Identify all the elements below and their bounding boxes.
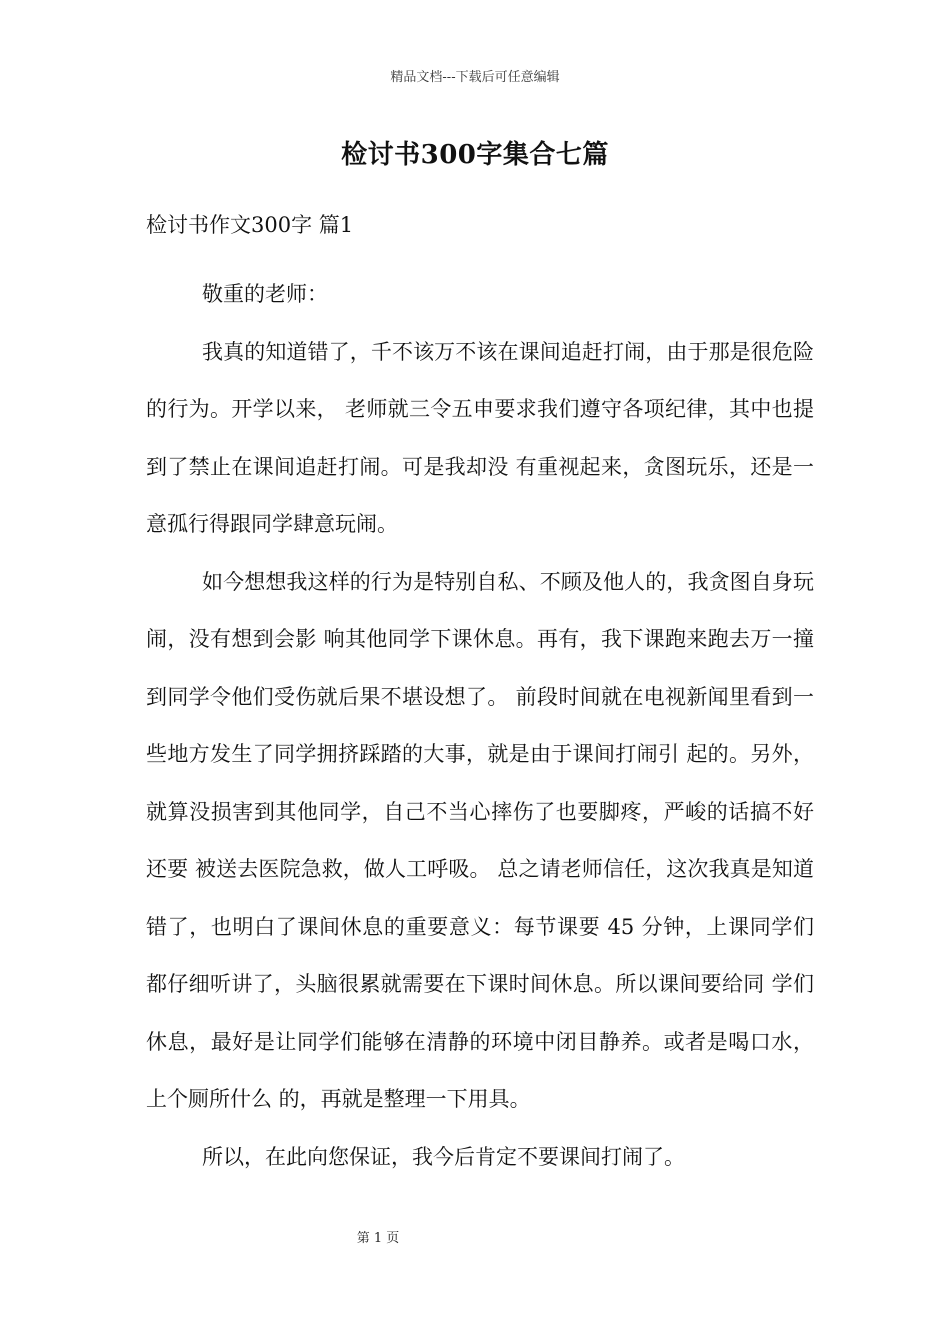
document-title: 检讨书300字集合七篇 [341, 140, 609, 170]
paragraph-2: 如今想想我这样的行为是特别自私、不顾及他人的，我贪图自身玩闹，没有想到会影 响其他同学下课休息。再有，我下课跑来跑去万一撞到同学令他们受伤就后果不堪设想了。 前段时间就在电视新闻里看到一些地方发生了同学拥挤踩踏的大事，就是由于课间打闹引 起的。另外，就算没损害到其他同学，自己不当心摔伤了也要脚疼，严峻的话搞不好还要 被送去医院急救，做人工呼吸。 总之请老师信任，这次我真是知道错了，也明白了课间休息的重要意义：每节课要 45 分钟，上课同学们都仔细听讲了，头脑很累就需要在下课时间休息。所以课间要给同 学们休息，最好是让同学们能够在清静的环境中闭目静养。或者是喝口水，上个厕所什么 的，再就是整理一下用具。 [146, 569, 814, 1111]
document-body [146, 266, 814, 1186]
page-number: 第 1 页 [356, 1231, 400, 1246]
page-header: 精品文档---下载后可任意编辑 [390, 70, 560, 85]
paragraph-1: 我真的知道错了，千不该万不该在课间追赶打闹，由于那是很危险的行为。开学以来， 老师就三令五申要求我们遵守各项纪律，其中也提到了禁止在课间追赶打闹。可是我却没 有重视起来，贪图玩乐，还是一意孤行得跟同学肆意玩闹。 [146, 339, 814, 536]
section-heading: 检讨书作文300字 篇1 [146, 213, 354, 237]
salutation: 敬重的老师： [202, 282, 328, 306]
paragraph-3: 所以，在此向您保证，我今后肯定不要课间打闹了。 [202, 1144, 685, 1169]
